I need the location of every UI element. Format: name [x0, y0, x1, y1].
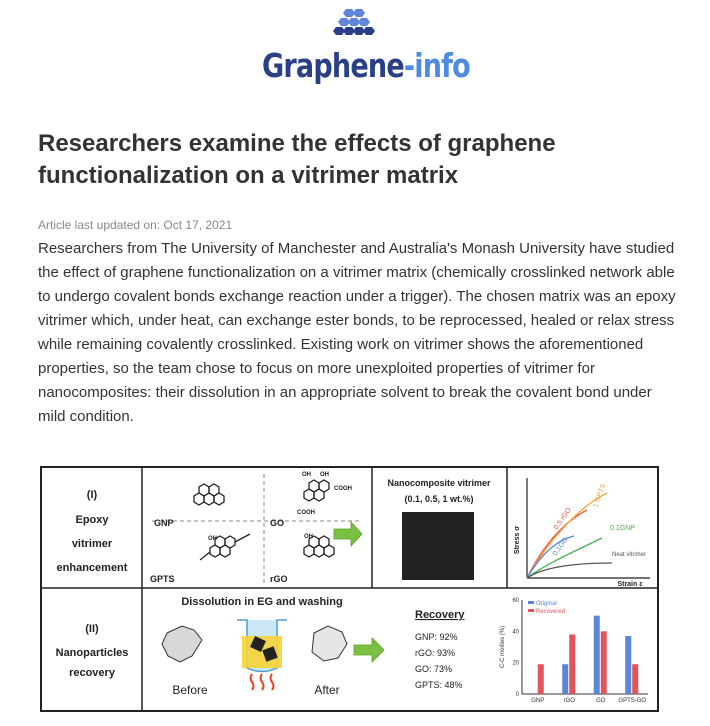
article-body: Researchers from The University of Manchester and Australia's Monash University have studied the effect of graphene functionalization on a vitrimer matrix (chemically crosslinked network able to undergo covalent bonds exchange reaction under a trigger). The chosen matrix was an epoxy vitrimer which, under heat, can exchange ester bonds, to be reprocessed, healed or relax stress while remaining covalently crosslinked. Existing work on vitrimer shows the aforementioned properties, so the team chose to focus on more unexploited properties of vitrimer for nanocomposites: their dissolution in an appropriate solvent to break the covalent bond under mild condition.: [38, 240, 676, 425]
y-tick-label: 60: [512, 598, 519, 604]
curve-label-go: 0.1GO: [551, 536, 570, 558]
step-label-1: (I): [86, 489, 98, 501]
y-tick-label: 20: [512, 660, 519, 667]
filler-label-go: GO: [270, 518, 285, 528]
bar: [625, 636, 631, 694]
recovery-item: GO: 73%: [415, 664, 453, 674]
x-tick-label: GNP: [531, 698, 545, 704]
article-date: Article last updated on: Oct 17, 2021: [38, 218, 233, 232]
before-sample-image: [162, 626, 202, 662]
x-tick-label: rGO: [563, 698, 575, 704]
legend-label: Original: [536, 601, 557, 607]
bar: [538, 664, 544, 694]
logo-main: Graphene: [262, 46, 404, 85]
row1-label-line: vitrimer: [71, 538, 113, 550]
logo-suffix: -info: [403, 46, 470, 85]
y-axis-label: C-C moities (%): [500, 625, 506, 669]
chem-group-label: OH: [208, 536, 217, 542]
heat-icon: [251, 674, 274, 690]
recovery-item: GPTS: 48%: [415, 680, 463, 690]
site-logo[interactable]: [262, 8, 470, 90]
gnp-structure-icon: [194, 484, 224, 505]
row2-label-line: Nanoparticles: [55, 647, 129, 659]
dissolution-title: Dissolution in EG and washing: [181, 596, 343, 608]
legend-label: Recovered: [536, 609, 566, 615]
step-label-2: (II): [85, 623, 99, 635]
nanocomposite-title: Nanocomposite vitrimer: [387, 478, 491, 488]
go-structure-icon: [304, 480, 329, 501]
x-tick-label: GPTS-GO: [618, 698, 647, 704]
chem-group-label: COOH: [297, 510, 315, 516]
chem-group-label: OH: [304, 534, 313, 540]
figure-graphic: [42, 468, 657, 710]
beaker-icon: [237, 620, 287, 672]
recovery-title: Recovery: [415, 609, 465, 621]
stress-strain-plot: [514, 478, 650, 588]
recovery-bar-chart: [500, 598, 648, 704]
stress-axis-label: Stress σ: [514, 525, 521, 555]
chem-group-label: COOH: [334, 486, 352, 492]
filler-label-gpts: GPTS: [150, 574, 175, 584]
logo-hexagon-icon: [332, 8, 376, 46]
legend-swatch: [528, 601, 534, 604]
chem-group-label: OH: [320, 472, 329, 478]
article-title: Researchers examine the effects of graphene functionalization on a vitrimer matrix: [38, 130, 556, 189]
filler-label-rgo: rGO: [270, 574, 288, 584]
y-tick-label: 0: [515, 692, 519, 698]
strain-axis-label: Strain ε: [617, 581, 643, 588]
before-label: Before: [172, 683, 208, 697]
legend-swatch: [528, 609, 534, 612]
y-tick-label: 40: [512, 629, 519, 636]
curve-label-gnp: 0.1GNP: [610, 525, 635, 532]
row2-label-line: recovery: [69, 667, 115, 679]
bar: [601, 631, 607, 694]
curve-label-neat: Neat vitrimer: [612, 552, 647, 558]
row1-label-line: Epoxy: [75, 514, 109, 526]
bar: [562, 664, 568, 694]
filler-label-gnp: GNP: [154, 518, 174, 528]
process-arrow-icon: [334, 522, 362, 546]
bar: [594, 616, 600, 694]
after-sample-image: [312, 626, 347, 661]
row1-label-line: enhancement: [56, 562, 128, 574]
nanocomposite-subtitle: (0.1, 0.5, 1 wt.%): [404, 494, 474, 504]
curve-label-gpts: 1 GPTS: [592, 482, 608, 509]
recovery-item: GNP: 92%: [415, 632, 458, 642]
nanocomposite-sample-image: [402, 512, 474, 580]
article-figure: [40, 466, 659, 712]
x-tick-label: GO: [596, 698, 606, 704]
recovery-item: rGO: 93%: [415, 648, 456, 658]
logo-wordmark: [262, 46, 470, 85]
bar: [632, 664, 638, 694]
chem-group-label: OH: [302, 472, 311, 478]
process-arrow-icon: [354, 638, 384, 662]
after-label: After: [314, 683, 340, 697]
bar: [569, 634, 575, 694]
curve-label-rgo: 0.5 rGO: [552, 506, 573, 532]
